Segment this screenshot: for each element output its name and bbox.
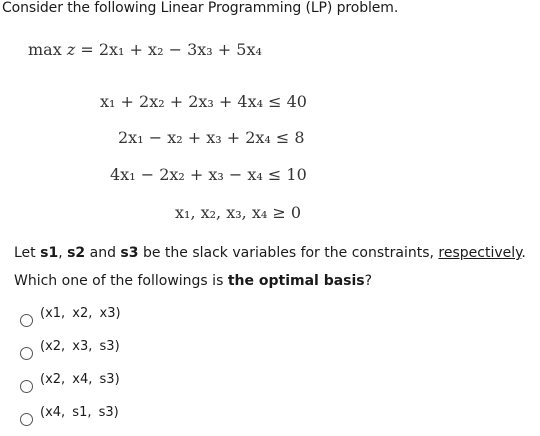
constraint-2: 2x₁ − x₂ + x₃ + 2x₄ ≤ 8 <box>118 128 305 147</box>
option-3-radio[interactable] <box>20 380 33 393</box>
slack-text-2: , <box>58 245 68 261</box>
question-text-2: ? <box>364 273 373 289</box>
objective-max: max <box>28 40 62 59</box>
slack-s3: s3 <box>120 245 139 261</box>
question-bold: the optimal basis <box>227 273 365 289</box>
slack-text-5: . <box>521 245 526 261</box>
question-text-1: Which one of the followings is <box>14 273 228 289</box>
slack-s2: s2 <box>67 245 86 261</box>
nonnegativity-constraint: x₁, x₂, x₃, x₄ ≥ 0 <box>175 203 302 222</box>
slack-text-3: and <box>85 245 121 261</box>
question-text <box>14 273 372 289</box>
slack-text-4: be the slack variables for the constraints, <box>138 245 439 261</box>
option-4-label[interactable]: (x4, s1, s3) <box>40 405 119 420</box>
slack-variables-sentence <box>14 245 526 261</box>
option-3-label[interactable]: (x2, x4, s3) <box>40 372 120 387</box>
option-2-radio[interactable] <box>20 347 33 360</box>
intro-text: Consider the following Linear Programming (LP) problem. <box>2 0 399 16</box>
option-1-label[interactable]: (x1, x2, x3) <box>40 306 121 321</box>
option-2-label[interactable]: (x2, x3, s3) <box>40 339 120 354</box>
objective-var: z <box>66 40 76 59</box>
slack-text-1: Let <box>14 245 41 261</box>
slack-respectively: respectively <box>438 245 522 261</box>
constraint-3: 4x₁ − 2x₂ + x₃ − x₄ ≤ 10 <box>110 165 307 184</box>
constraint-1: x₁ + 2x₂ + 2x₃ + 4x₄ ≤ 40 <box>100 92 307 111</box>
objective-expression: = 2x₁ + x₂ − 3x₃ + 5x₄ <box>80 40 262 59</box>
option-1-radio[interactable] <box>20 314 33 327</box>
objective-function <box>28 40 262 59</box>
slack-s1: s1 <box>40 245 59 261</box>
option-4-radio[interactable] <box>20 413 33 426</box>
